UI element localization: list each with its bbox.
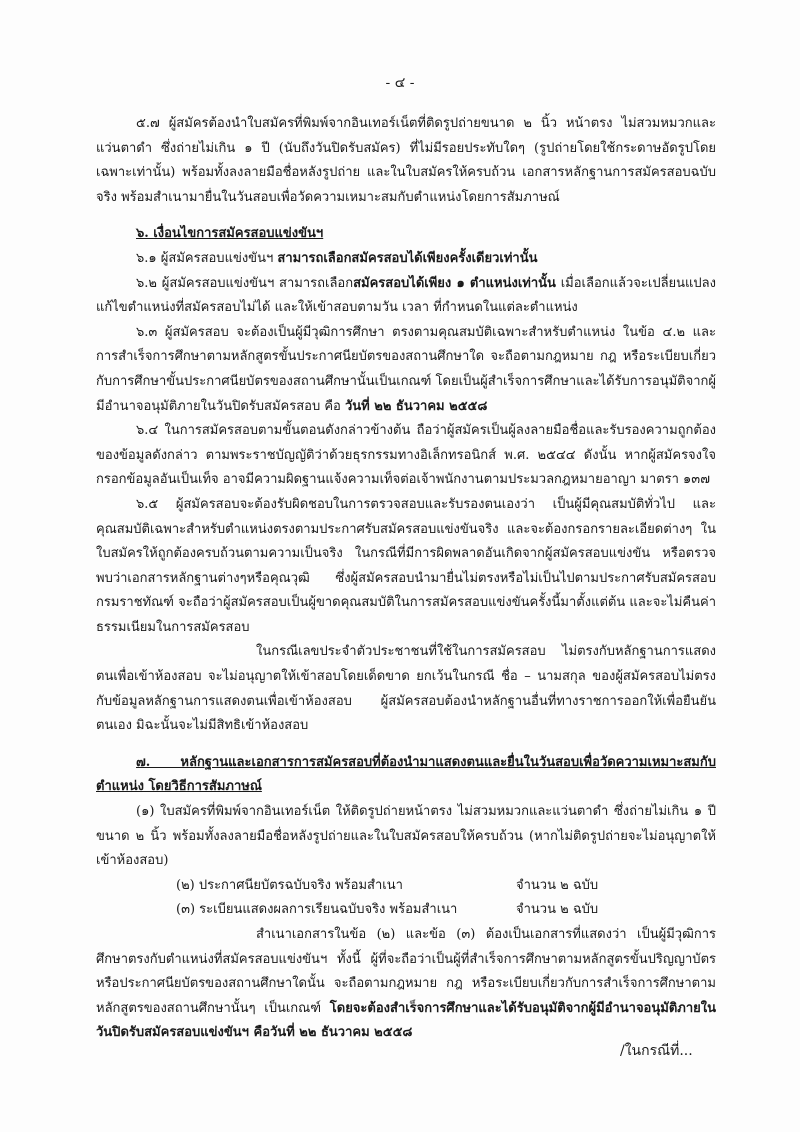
paragraph-6-2 <box>96 272 716 321</box>
page-number: - ๔ - <box>385 75 415 91</box>
document-quantity: จำนวน ๒ ฉบับ <box>516 877 599 893</box>
paragraph-6-4: ๖.๔ ในการสมัครสอบตามขั้นตอนดังกล่าวข้างต้น ถือว่าผู้สมัครเป็นผู้ลงลายมือชื่อและรับรองความถูกต้องของข้อมูลดังกล่าว ตามพระราชบัญญัติว่าด้วยธุรกรรมทางอิเล็กทรอนิกส์ พ.ศ. ๒๕๔๔ ดังนั้น หากผู้สมัครจงใจกรอกข้อมูลอันเป็นเท็จ อาจมีความผิดฐานแจ้งความเท็จต่อเจ้าพนักงานตามประมวลกฎหมายอาญา มาตรา ๑๓๗ <box>96 423 716 488</box>
p72-bold: โดยจะต้องสำเร็จการศึกษาและได้รับอนุมัติจากผู้มีอำนาจอนุมัติภายในวันปิดรับสมัครสอบแข่งขันฯ คือวันที่ ๒๒ ธันวาคม ๒๕๕๘ <box>96 1000 716 1041</box>
paragraph-7-copies <box>96 923 716 1046</box>
section-6-heading <box>96 222 716 247</box>
document-name: (๒) ประกาศนียบัตรฉบับจริง พร้อมสำเนา <box>176 877 403 893</box>
document-quantity: จำนวน ๒ ฉบับ <box>516 902 599 918</box>
p63-bold-date: วันที่ ๒๒ ธันวาคม ๒๕๕๘ <box>344 398 488 414</box>
p61-text: ๖.๑ ผู้สมัครสอบแข่งขันฯ <box>136 250 278 266</box>
document-body <box>96 112 716 1046</box>
section-6-title: ๖. เงื่อนไขการสมัครสอบแข่งขันฯ <box>136 226 324 242</box>
p63-text: ๖.๓ ผู้สมัครสอบ จะต้องเป็นผู้มีวุฒิการศึกษา ตรงตามคุณสมบัติเฉพาะสำหรับตำแหน่ง ในข้อ ๔.๒ และการสำเร็จการศึกษาตามหลักสูตรขั้นประกาศนียบัตรของสถานศึกษาใด จะถือตามกฎหมาย กฎ หรือระเบียบเกี่ยวกับการศึกษาขั้นประกาศนียบัตรของสถานศึกษานั้นเป็นเกณฑ์ โดยเป็นผู้สำเร็จการศึกษาและได้รับการอนุมัติจากผู้มีอำนาจอนุมัติภายในวันปิดรับสมัครสอบ คือ <box>96 324 717 414</box>
document-list-item <box>96 874 716 899</box>
paragraph-5-7: ๕.๗ ผู้สมัครต้องนำใบสมัครที่พิมพ์จากอินเทอร์เน็ตที่ติดรูปถ่ายขนาด ๒ นิ้ว หน้าตรง ไม่สวมหมวกและแว่นตาดำ ซึ่งถ่ายไม่เกิน ๑ ปี (นับถึงวันปิดรับสมัคร) ที่ไม่มีรอยประทับใดๆ (รูปถ่ายโดยใช้กระดาษอัดรูปโดยเฉพาะเท่านั้น) พร้อมทั้งลงลายมือชื่อหลังรูปถ่าย และในใบสมัครให้ครบถ้วน เอกสารหลักฐานการสมัครสอบฉบับจริง พร้อมสำเนามายื่นในวันสอบเพื่อวัดความเหมาะสมกับตำแหน่งโดยการสัมภาษณ์ <box>96 116 716 205</box>
p62-text-end: เมื่อเลือกแล้วจะเปลี่ยนแปลงแก้ไขตำแหน่งที่สมัครสอบไม่ได้ และให้เข้าสอบตามวัน เวลา ที่กำหนดในแต่ละตำแหน่ง <box>96 275 716 316</box>
continuation-note: /ในกรณีที่... <box>620 1043 693 1059</box>
p72-text: สำเนาเอกสารในข้อ (๒) และข้อ (๓) ต้องเป็นเอกสารที่แสดงว่า เป็นผู้มีวุฒิการศึกษาตรงกับตำแหน่งที่สมัครสอบแข่งขันฯ ทั้งนี้ ผู้ที่จะถือว่าเป็นผู้ที่สำเร็จการศึกษาตามหลักสูตรขั้นปริญญาบัตรหรือประกาศนียบัตรของสถานศึกษาใดนั้น จะถือตามกฎหมาย กฎ หรือระเบียบเกี่ยวกับการสำเร็จการศึกษาตามหลักสูตรของสถานศึกษานั้นๆ เป็นเกณฑ์ <box>96 927 716 1016</box>
document-name: (๓) ระเบียนแสดงผลการเรียนฉบับจริง พร้อมสำเนา <box>176 902 458 918</box>
paragraph-id-mismatch: ในกรณีเลขประจำตัวประชาชนที่ใช้ในการสมัครสอบ ไม่ตรงกับหลักฐานการแสดงตนเพื่อเข้าห้องสอบ จะไม่อนุญาตให้เข้าสอบโดยเด็ดขาด ยกเว้นในกรณี ชื่อ – นามสกุล ของผู้สมัครสอบไม่ตรงกับข้อมูลหลักฐานการแสดงตนเพื่อเข้าห้องสอบ ผู้สมัครสอบต้องนำหลักฐานอื่นที่ทางราชการออกให้เพื่อยืนยันตนเอง มิฉะนั้นจะไม่มีสิทธิเข้าห้องสอบ <box>96 644 716 734</box>
p62-bold: สมัครสอบได้เพียง ๑ ตำแหน่งเท่านั้น <box>353 275 556 291</box>
paragraph-6-1 <box>96 247 716 272</box>
paragraph-7-1: (๑) ใบสมัครที่พิมพ์จากอินเทอร์เน็ต ให้ติดรูปถ่ายหน้าตรง ไม่สวมหมวกและแว่นตาดำ ซึ่งถ่ายไม่เกิน ๑ ปี ขนาด ๒ นิ้ว พร้อมทั้งลงลายมือชื่อหลังรูปถ่ายและในใบสมัครสอบให้ครบถ้วน (หากไม่ติดรูปถ่ายจะไม่อนุญาตให้เข้าห้องสอบ) <box>96 804 716 869</box>
p61-bold: สามารถเลือกสมัครสอบได้เพียงครั้งเดียวเท่านั้น <box>277 250 538 266</box>
paragraph-6-5: ๖.๕ ผู้สมัครสอบจะต้องรับผิดชอบในการตรวจสอบและรับรองตนเองว่า เป็นผู้มีคุณสมบัติทั่วไป และคุณสมบัติเฉพาะสำหรับตำแหน่งตรงตามประกาศรับสมัครสอบแข่งขันจริง และจะต้องกรอกรายละเอียดต่างๆ ในใบสมัครให้ถูกต้องครบถ้วนตามความเป็นจริง ในกรณีที่มีการผิดพลาดอันเกิดจากผู้สมัครสอบแข่งขัน หรือตรวจพบว่าเอกสารหลักฐานต่างๆหรือคุณวุฒิ ซึ่งผู้สมัครสอบนำมายื่นไม่ตรงหรือไม่เป็นไปตามประกาศรับสมัครสอบ กรมราชทัณฑ์ จะถือว่าผู้สมัครสอบเป็นผู้ขาดคุณสมบัติในการสมัครสอบแข่งขันครั้งนี้มาตั้งแต่ต้น และจะไม่คืนค่าธรรมเนียมในการสมัครสอบ <box>96 496 716 635</box>
document-list-item <box>96 898 716 923</box>
paragraph-6-3 <box>96 321 716 419</box>
p62-text: ๖.๒ ผู้สมัครสอบแข่งขันฯ สามารถเลือก <box>136 275 354 291</box>
section-7-title: ๗. หลักฐานและเอกสารการสมัครสอบที่ต้องนำมาแสดงตนและยื่นในวันสอบเพื่อวัดความเหมาะสมกับตำแหน่ง โดยวิธีการสัมภาษณ์ <box>96 754 716 795</box>
section-7-heading <box>96 751 716 800</box>
